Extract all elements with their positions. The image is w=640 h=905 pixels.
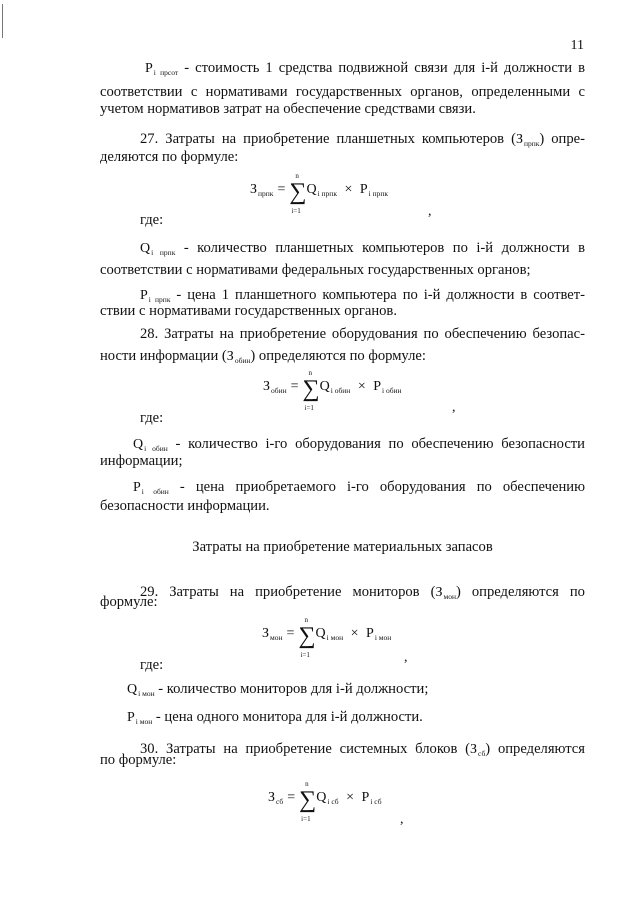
sum-sign: ∑ n i=1: [298, 616, 316, 659]
p1-line-1: [145, 60, 585, 81]
p28-p-def-line-2: безопасности информации.: [100, 498, 270, 514]
p1-symbol: P: [145, 61, 153, 76]
q-symbol: Q: [127, 682, 138, 697]
p-def-text: - цена 1 планшетного компьютера по i-й должности в соответ-: [176, 287, 585, 303]
formula-lhs-sub: сб: [276, 797, 284, 806]
sum-sign: ∑ n i=1: [302, 369, 320, 412]
p29-formula-comma: ,: [404, 650, 408, 665]
p27-line1-end: ) опре-: [539, 131, 585, 147]
formula-q: Q: [319, 379, 330, 394]
formula-times: ×: [344, 182, 353, 197]
q-symbol-sub: i мон: [138, 689, 155, 698]
p-def-text: - цена приобретаемого i-го оборудования по обеспечению: [179, 479, 585, 495]
q-symbol: Q: [140, 241, 151, 256]
q-symbol-sub: i прпк: [151, 248, 176, 257]
p27-symbol: З: [515, 132, 523, 147]
p28-line2-start: ности информации (: [100, 348, 227, 364]
p28-formula: $З_{обин}$ = ∑ n i=1 $Q_{i обин} \times P_{i обин}$: [263, 369, 402, 412]
formula-p: P: [366, 626, 374, 641]
p27-line1-start: 27. Затраты на приобретение планшетных компьютеров (: [140, 131, 516, 147]
q-def-text: - количество планшетных компьютеров по i-й должности в: [183, 240, 585, 256]
p28-q-def-line-2: информации;: [100, 453, 183, 469]
formula-lhs: З: [268, 790, 276, 805]
formula-lhs: З: [250, 182, 258, 197]
q-symbol: Q: [133, 437, 144, 452]
sum-upper: n: [295, 172, 299, 180]
formula-lhs-sub: обин: [271, 386, 287, 395]
formula-q-sub: i прпк: [317, 189, 337, 198]
p28-symbol: З: [226, 349, 234, 364]
formula-p-sub: i сб: [370, 797, 382, 806]
formula-lhs: З: [262, 626, 270, 641]
p29-symbol: З: [435, 585, 443, 600]
sum-upper: n: [308, 369, 313, 377]
p1-line-3: учетом нормативов затрат на обеспечение средствами связи.: [100, 101, 476, 117]
p29-where: где:: [140, 657, 164, 673]
p-def-text: - цена одного монитора для i-й должности.: [155, 709, 423, 725]
formula-q-sub: i обин: [330, 386, 351, 395]
formula-p-sub: i мон: [374, 633, 392, 642]
p1-symbol-sub: i прсот: [153, 68, 179, 77]
p28-line-1: 28. Затраты на приобретение оборудования по обеспечению безопас-: [140, 326, 585, 342]
p-symbol-sub: i прпк: [148, 295, 171, 304]
p27-formula: $З_{прпк}$ = ∑ n i=1 $Q_{i прпк} \times P_{i прпк}$: [250, 172, 389, 215]
formula-q-sub: i сб: [327, 797, 339, 806]
formula-p: P: [373, 379, 382, 394]
sum-upper: n: [305, 780, 309, 788]
sum-lower: i=1: [301, 815, 311, 823]
p28-where: где:: [140, 410, 164, 426]
formula-q: Q: [316, 790, 327, 805]
p27-symbol-sub: прпк: [523, 139, 540, 148]
p27-q-def-line-2: соответствии с нормативами федеральных государственных органов;: [100, 262, 531, 278]
formula-p: P: [361, 790, 370, 805]
p-symbol: P: [133, 480, 141, 495]
formula-q: Q: [306, 182, 317, 197]
formula-lhs: З: [263, 379, 271, 394]
section-heading: Затраты на приобретение материальных запасов: [192, 539, 493, 555]
p29-line-2: формуле:: [100, 594, 158, 610]
p29-q-def-line: [127, 681, 585, 702]
p28-symbol-sub: обин: [234, 356, 251, 365]
p29-formula: $З_{мон}$ = ∑ n i=1 $Q_{i мон} \times P_{i мон}$: [262, 616, 392, 659]
formula-p-sub: i обин: [382, 386, 402, 395]
sum-lower: i=1: [304, 404, 314, 412]
p29-line1-start: 29. Затраты на приобретение мониторов (: [140, 584, 436, 600]
formula-lhs-sub: мон: [270, 633, 283, 642]
p-symbol: P: [140, 288, 148, 303]
formula-p-sub: i прпк: [368, 189, 389, 198]
formula-times: ×: [346, 790, 355, 805]
formula-q: Q: [315, 626, 326, 641]
p-symbol: P: [127, 710, 135, 725]
formula-times: ×: [357, 379, 366, 394]
sum-lower: i=1: [300, 651, 310, 659]
p30-formula: $З_{сб}$ = ∑ n i=1 $Q_{i сб} \times P_{i сб}$: [268, 780, 382, 823]
p30-line1-end: ) определяются: [485, 741, 585, 757]
p-symbol-sub: i мон: [135, 717, 153, 726]
q-def-text: - количество i-го оборудования по обеспечению безопасности: [175, 436, 585, 452]
p28-line-2: [100, 348, 585, 369]
p30-line1-start: 30. Затраты на приобретение системных блоков (: [140, 741, 471, 757]
page-number: 11: [570, 38, 584, 53]
p27-where: где:: [140, 212, 164, 228]
p27-formula-comma: ,: [428, 204, 432, 219]
scan-edge-mark: [2, 4, 3, 38]
formula-p: P: [359, 182, 368, 197]
sum-lower: i=1: [291, 207, 301, 215]
p27-p-def-line-2: ствии с нормативами государственных органов.: [100, 303, 397, 319]
formula-times: ×: [350, 626, 359, 641]
p28-p-def-line-1: [133, 479, 585, 500]
p27-line-2: деляются по формуле:: [100, 149, 239, 165]
p28-formula-comma: ,: [452, 400, 456, 415]
p30-formula-comma: ,: [400, 812, 404, 827]
p29-p-def-line: [127, 709, 585, 730]
sum-sign: ∑ n i=1: [289, 172, 307, 215]
p30-symbol-sub: сб: [478, 749, 486, 758]
q-def-text: - количество мониторов для i-й должности;: [158, 681, 429, 697]
sum-sign: ∑ n i=1: [299, 780, 317, 823]
p29-line1-end: ) определяются по: [455, 584, 585, 600]
p27-q-def-line-1: [140, 240, 585, 261]
p29-symbol-sub: мон: [443, 592, 456, 601]
sum-upper: n: [304, 616, 308, 624]
p1-line-2: соответствии с нормативами государственных органов, определенными с: [100, 84, 585, 100]
p30-symbol: З: [470, 742, 478, 757]
formula-q-sub: i мон: [326, 633, 344, 642]
p-symbol-sub: i обин: [141, 487, 169, 496]
q-symbol-sub: i обин: [144, 444, 168, 453]
p30-line-2: по формуле:: [100, 752, 177, 768]
p1-text-1: - стоимость 1 средства подвижной связи для i-й должности в: [184, 60, 585, 76]
p28-line2-end: ) определяются по формуле:: [250, 348, 426, 364]
formula-lhs-sub: прпк: [258, 189, 274, 198]
